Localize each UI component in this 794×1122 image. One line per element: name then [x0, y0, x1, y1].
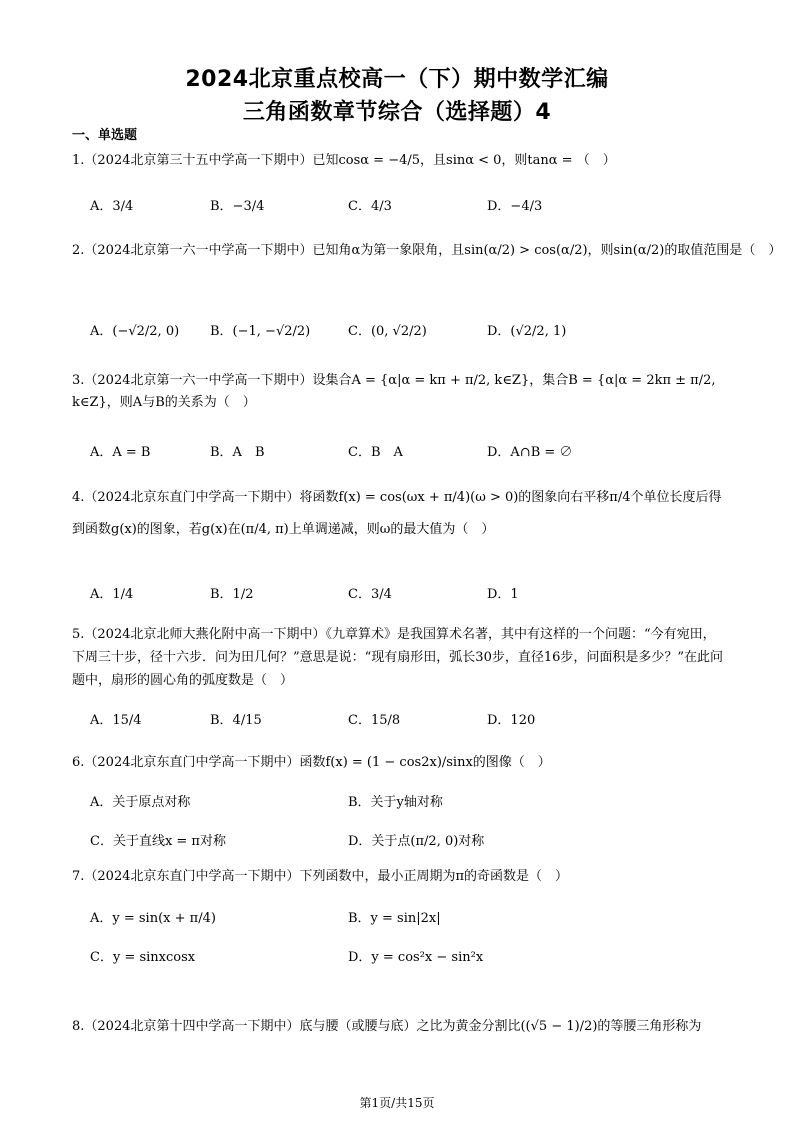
question-2-option-b: B．(−1, −√2/2) — [210, 323, 311, 339]
question-7-option-c: C．y = sinxcosx — [90, 949, 196, 965]
question-7-option-d: D．y = cos²x − sin²x — [348, 949, 484, 965]
question-5-option-d: D．120 — [487, 712, 536, 728]
question-5-options — [90, 698, 724, 738]
question-2-option-d: D．(√2/2, 1) — [487, 323, 567, 339]
page-title-line-1: 2024北京重点校高一（下）期中数学汇编 — [185, 67, 609, 92]
question-7-option-b: B．y = sin|2x| — [348, 910, 441, 926]
question-1-option-a: A．3/4 — [90, 198, 134, 214]
question-6-option-c: C．关于直线x = π对称 — [90, 833, 226, 849]
question-4-option-d: D．1 — [487, 586, 519, 602]
question-7-options-row-2 — [90, 935, 724, 975]
question-3-option-a: A．A = B — [90, 444, 151, 460]
question-5-option-b: B．4/15 — [210, 712, 262, 728]
question-1-option-d: D．−4/3 — [487, 198, 543, 214]
question-4-option-a: A．1/4 — [90, 586, 134, 602]
question-3-option-c: C．B A — [348, 444, 403, 460]
question-4-stem: 4.（2024北京东直门中学高一下期中）将函数f(x) = cos(ωx + π/4)(ω > 0)的图象向右平移π/4个单位长度后得到函数g(x)的图象，若g(x)在(π/4, π)上单调递减，则ω的最大值为（ ） — [72, 490, 722, 537]
question-3-option-d: D．A∩B = ∅ — [487, 444, 573, 460]
question-1-option-b: B．−3/4 — [210, 198, 265, 214]
question-6-options-row-1 — [90, 780, 724, 820]
question-3-option-b: B．A B — [210, 444, 265, 460]
question-1-option-c: C．4/3 — [348, 198, 392, 214]
question-6-option-d: D．关于点(π/2, 0)对称 — [348, 833, 485, 849]
question-5-option-c: C．15/8 — [348, 712, 401, 728]
question-4-option-c: C．3/4 — [348, 586, 392, 602]
question-5-stem: 5.（2024北京北师大燕化附中高一下期中）《九章算术》是我国算术名著，其中有这样的一个问题：“今有宛田，下周三十步，径十六步．问为田几何？”意思是说：“现有扇形田，弧长30步，直径16步，问面积是多少？”在此问题中，扇形的圆心角的弧度数是（ ） — [72, 627, 724, 688]
question-4-option-b: B．1/2 — [210, 586, 254, 602]
page-title-line-2: 三角函数章节综合（选择题）4 — [242, 100, 552, 125]
question-3-stem: 3.（2024北京第一六一中学高一下期中）设集合A = {α|α = kπ + π/2, k∈Z}，集合B = {α|α = 2kπ ± π/2, k∈Z}，则A与B的关系为（ ） — [72, 373, 716, 410]
question-6-stem: 6.（2024北京东直门中学高一下期中）函数f(x) = (1 − cos2x)/sinx的图像（ ） — [72, 755, 551, 770]
question-2-option-c: C．(0, √2/2) — [348, 323, 427, 339]
question-1-options — [90, 184, 724, 224]
question-7-option-a: A．y = sin(x + π/4) — [90, 910, 216, 926]
question-8-stem: 8.（2024北京第十四中学高一下期中）底与腰（或腰与底）之比为黄金分割比((√5 − 1)/2)的等腰三角形称为 — [72, 1019, 702, 1034]
page-footer: 第1页/共15页 — [359, 1096, 435, 1110]
question-1-stem: 1.（2024北京第三十五中学高一下期中）已知cosα = −4/5，且sinα < 0，则tanα = （ ） — [72, 153, 616, 168]
question-6-option-a: A．关于原点对称 — [90, 794, 191, 810]
question-7-stem: 7.（2024北京东直门中学高一下期中）下列函数中，最小正周期为π的奇函数是（ ） — [72, 869, 569, 884]
question-3-options — [90, 430, 724, 470]
section-heading: 一、单选题 — [72, 128, 138, 143]
question-2-option-a: A．(−√2/2, 0) — [90, 323, 180, 339]
question-5-option-a: A．15/4 — [90, 712, 142, 728]
question-4-options — [90, 572, 724, 612]
question-2-options — [90, 309, 724, 349]
question-2-stem: 2.（2024北京第一六一中学高一下期中）已知角α为第一象限角，且sin(α/2) > cos(α/2)，则sin(α/2)的取值范围是（ ） — [72, 243, 782, 258]
question-7-options-row-1 — [90, 896, 724, 936]
question-6-options-row-2 — [90, 819, 724, 859]
question-6-option-b: B．关于y轴对称 — [348, 794, 443, 810]
